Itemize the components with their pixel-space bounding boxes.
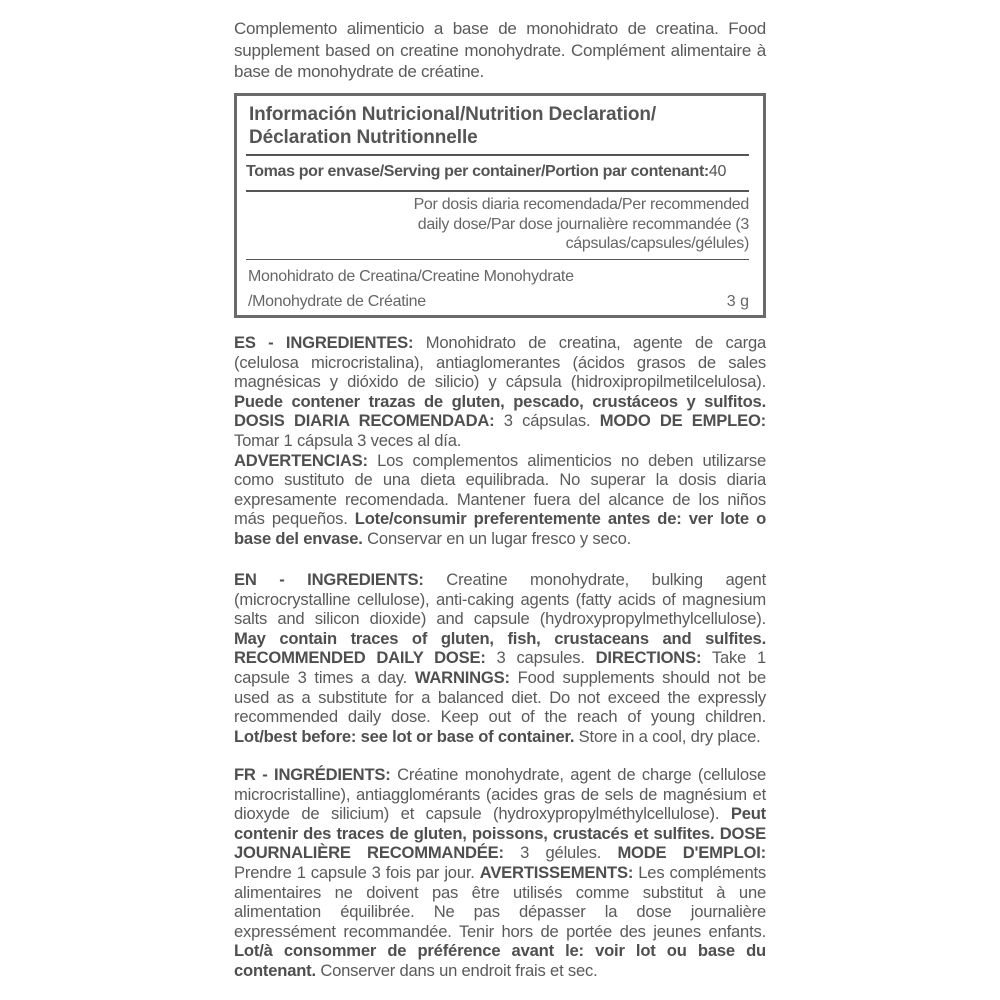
body-text: Prendre 1 capsule 3 fois par jour.: [234, 862, 480, 882]
body-text: Créatine monohydrate, agent de charge (cellulose microcristalline), antiagglomérants (acides gras de sels de magnésium et dioxyde de silicium) et capsule (hydroxypropylméthylcellulose).: [234, 765, 766, 824]
nutrition-table-title: Información Nutricional/Nutrition Declaration/ Déclaration Nutritionnelle: [249, 104, 657, 148]
bold-heading: Lot/best before: see lot or base of container.: [234, 726, 575, 746]
body-text: Take 1 capsule 3 times a day.: [234, 648, 766, 687]
bold-heading: ADVERTENCIAS:: [234, 450, 368, 470]
body-text: Conserver dans un endroit frais et sec.: [315, 960, 598, 980]
servings-per-container: [246, 161, 726, 183]
nutrient-amount: 3 g: [726, 293, 749, 310]
body-text: 3 cápsulas.: [494, 411, 600, 431]
spanish-section: [234, 333, 766, 549]
bold-heading: Lote/consumir preferentemente antes de: ver lote o base del envase.: [234, 509, 767, 548]
servings-label: Tomas por envase/Serving per container/Portion par contenant:: [246, 163, 709, 180]
dose-column-header: Por dosis diaria recomendada/Per recommended daily dose/Par dose journalière recommandée (3 cápsulas/capsules/gélules): [413, 196, 749, 252]
body-text: Les compléments alimentaires ne doivent pas être utilisés comme substitut à une alimentation équilibrée. Ne pas dépasser la dose journalière expressément recommandée. Tenir hors de portée des jeunes enfants.: [234, 862, 766, 941]
body-text: Store in a cool, dry place.: [574, 726, 761, 746]
english-section: [234, 570, 766, 746]
body-text: 3 capsules.: [485, 648, 596, 668]
bold-heading: MODO DE EMPLEO:: [599, 411, 766, 431]
bold-heading: Peut contenir des traces de gluten, poissons, crustacés et sulfites. DOSE JOURNALIÈRE RECOMMANDÉE:: [234, 804, 766, 863]
nutrient-name-line-2: /Monohydrate de Créatine: [248, 293, 426, 310]
body-text: 3 gélules.: [503, 843, 618, 863]
bold-heading: AVERTISSEMENTS:: [479, 862, 634, 882]
bold-heading: EN - INGREDIENTS:: [234, 570, 424, 589]
table-divider: [246, 190, 749, 192]
body-text: Los complementos alimenticios no deben utilizarse como sustituto de una dieta equilibrada. No superar la dosis diaria expresamente recomendada. Mantener fuera del alcance de los niños más pequeños.: [234, 450, 766, 529]
servings-value: 40: [708, 163, 727, 180]
bold-heading: May contain traces of gluten, fish, crustaceans and sulfites. RECOMMENDED DAILY DOSE:: [234, 628, 766, 668]
body-text: Monohidrato de creatina, agente de carga (celulosa microcristalina), antiaglomerantes (ácidos grasos de sales magnésicas y dióxido de silicio) y cápsula (hidroxipropilmetilcelulosa).: [234, 333, 766, 392]
nutrition-table: [234, 93, 766, 318]
nutrient-name: [248, 264, 574, 314]
french-section: [234, 765, 766, 981]
bold-heading: Puede contener trazas de gluten, pescado, crustáceos y sulfitos. DOSIS DIARIA RECOMENDADA:: [234, 391, 766, 431]
bold-heading: DIRECTIONS:: [595, 648, 702, 668]
table-divider: [246, 259, 749, 260]
body-text: Conservar en un lugar fresco y seco.: [362, 528, 632, 548]
body-text: Creatine monohydrate, bulking agent (microcrystalline cellulose), anti-caking agents (fatty acids of magnesium salts and silicon dioxide) and capsule (hydroxypropylmethylcellulose).: [234, 570, 766, 629]
table-divider: [246, 154, 749, 156]
bold-heading: Lot/à consommer de préférence avant le: voir lot ou base du contenant.: [234, 941, 766, 980]
bold-heading: FR - INGRÉDIENTS:: [234, 765, 391, 784]
product-description: Complemento alimenticio a base de monohidrato de creatina. Food supplement based on creatine monohydrate. Complément alimentaire à base de monohydrate de créatine.: [234, 19, 766, 81]
body-text: Food supplements should not be used as a substitute for a balanced diet. Do not exceed the expressly recommended daily dose. Keep out of the reach of young children.: [234, 667, 766, 727]
bold-heading: MODE D'EMPLOI:: [617, 843, 766, 863]
bold-heading: ES - INGREDIENTES:: [234, 333, 414, 352]
bold-heading: WARNINGS:: [414, 667, 510, 687]
nutrient-name-line-1: Monohidrato de Creatina/Creatine Monohydrate: [248, 268, 574, 285]
body-text: Tomar 1 cápsula 3 veces al día.: [234, 430, 462, 450]
